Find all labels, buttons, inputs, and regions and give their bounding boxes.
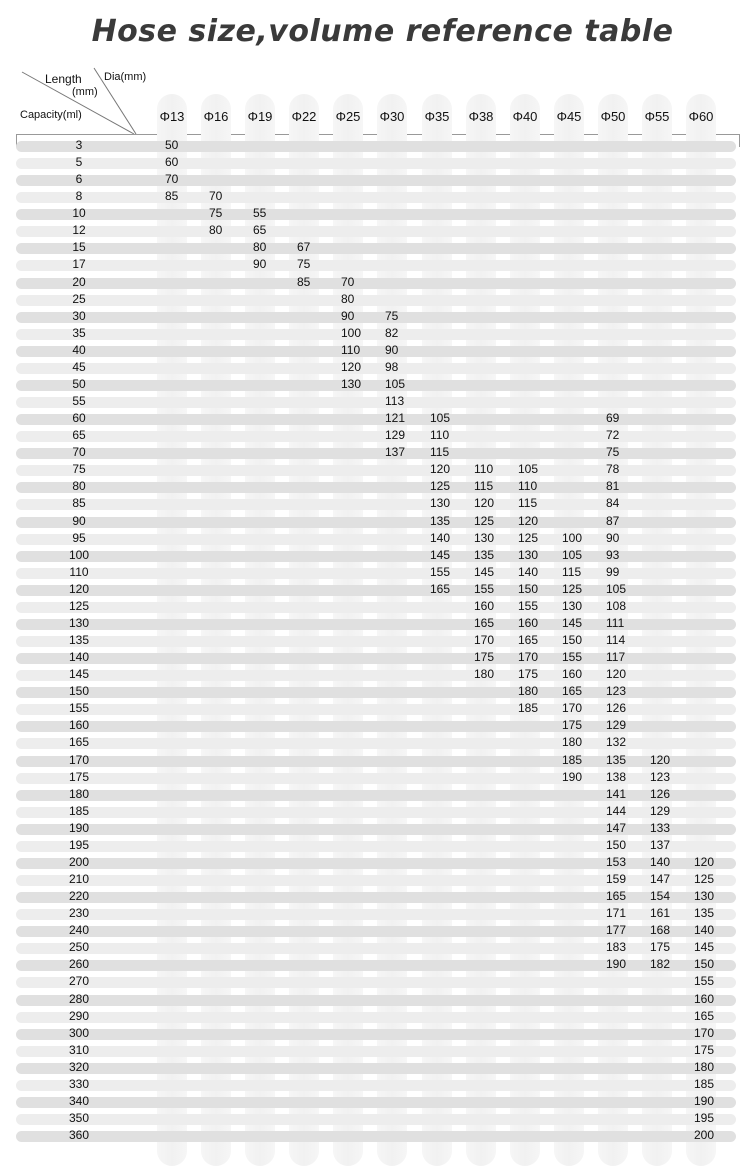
length-cell: 137 (385, 445, 406, 460)
capacity-cell: 200 (68, 854, 90, 869)
length-cell: 177 (606, 923, 627, 938)
length-cell: 108 (606, 598, 627, 613)
length-cell: 170 (562, 701, 583, 716)
row-stripe (16, 585, 736, 596)
row-stripe (16, 295, 736, 306)
length-cell: 135 (474, 547, 495, 562)
capacity-cell: 210 (68, 872, 90, 886)
length-cell: 138 (606, 769, 627, 784)
row-stripe (16, 807, 736, 818)
capacity-cell: 65 (72, 428, 86, 443)
row-stripe (16, 551, 736, 562)
length-cell: 120 (341, 359, 362, 374)
length-cell: 50 (165, 138, 179, 152)
row-stripe (16, 465, 736, 476)
length-cell: 120 (606, 667, 627, 682)
length-cell: 115 (562, 564, 582, 579)
row-stripe (16, 773, 736, 784)
capacity-cell: 230 (68, 906, 90, 921)
length-cell: 159 (606, 872, 627, 886)
length-cell: 185 (694, 1076, 715, 1091)
capacity-cell: 250 (68, 940, 90, 955)
column-header: Φ60 (688, 109, 714, 124)
length-cell: 115 (430, 445, 450, 460)
length-cell: 135 (606, 752, 627, 767)
length-unit: (mm) (72, 86, 98, 98)
length-cell: 113 (385, 394, 405, 409)
column-header: Φ40 (512, 109, 538, 124)
column-header: Φ16 (203, 109, 229, 124)
length-cell: 129 (606, 718, 627, 733)
row-stripe (16, 670, 736, 681)
length-cell: 123 (650, 769, 671, 784)
row-stripe (16, 312, 736, 323)
row-stripe (16, 329, 736, 340)
length-cell: 70 (341, 274, 355, 289)
capacity-cell: 220 (68, 889, 90, 904)
capacity-cell: 310 (68, 1042, 90, 1057)
row-stripe (16, 260, 736, 271)
length-cell: 125 (430, 479, 451, 494)
row-stripe (16, 568, 736, 579)
row-stripe (16, 926, 736, 937)
column-header: Φ35 (424, 109, 450, 124)
capacity-cell: 17 (72, 257, 86, 272)
capacity-cell: 180 (68, 786, 90, 801)
length-cell: 182 (650, 957, 671, 972)
length-cell: 70 (165, 172, 179, 187)
length-cell: 121 (385, 411, 406, 426)
length-cell: 140 (518, 564, 539, 579)
capacity-cell: 300 (68, 1025, 90, 1040)
row-stripe (16, 977, 736, 988)
row-stripe (16, 824, 736, 835)
length-cell: 80 (341, 291, 355, 306)
capacity-cell: 125 (68, 598, 90, 613)
capacity-cell: 185 (68, 803, 90, 818)
length-cell: 175 (562, 718, 583, 733)
length-cell: 130 (518, 547, 539, 562)
length-cell: 165 (430, 581, 451, 596)
length-cell: 114 (606, 633, 626, 648)
length-cell: 123 (606, 684, 627, 699)
capacity-cell: 195 (68, 837, 90, 852)
capacity-cell: 140 (68, 650, 90, 665)
capacity-cell: 45 (72, 359, 86, 374)
capacity-cell: 360 (68, 1128, 90, 1143)
length-cell: 195 (694, 1110, 715, 1125)
capacity-cell: 240 (68, 923, 90, 938)
column-header: Φ25 (335, 109, 361, 124)
row-stripe (16, 858, 736, 869)
length-cell: 100 (562, 530, 583, 545)
length-cell: 125 (694, 872, 715, 886)
length-cell: 155 (694, 974, 715, 989)
row-stripe (16, 619, 736, 630)
length-cell: 110 (474, 462, 494, 477)
capacity-cell: 110 (69, 564, 89, 579)
row-stripe (16, 1063, 736, 1074)
length-cell: 126 (650, 786, 671, 801)
length-cell: 180 (562, 735, 583, 750)
row-stripe (16, 892, 736, 903)
length-cell: 183 (606, 940, 627, 955)
column-header: Φ38 (468, 109, 494, 124)
row-stripe (16, 721, 736, 732)
capacity-cell: 155 (68, 701, 90, 716)
capacity-cell: 320 (68, 1059, 90, 1074)
length-cell: 93 (606, 547, 620, 562)
length-cell: 130 (341, 376, 362, 391)
length-cell: 160 (518, 615, 539, 630)
capacity-cell: 70 (72, 445, 86, 460)
length-cell: 85 (165, 189, 179, 204)
row-stripe (16, 158, 736, 169)
capacity-cell: 85 (72, 496, 86, 511)
length-cell: 140 (650, 854, 671, 869)
length-cell: 120 (474, 496, 495, 511)
length-cell: 111 (606, 615, 625, 630)
length-cell: 100 (341, 325, 362, 340)
length-cell: 175 (474, 650, 495, 665)
row-stripe (16, 448, 736, 459)
capacity-cell: 6 (75, 172, 83, 187)
length-cell: 190 (606, 957, 627, 972)
row-stripe (16, 653, 736, 664)
length-cell: 81 (606, 479, 620, 494)
length-cell: 165 (562, 684, 583, 699)
capacity-cell: 270 (68, 974, 90, 989)
length-cell: 125 (518, 530, 539, 545)
capacity-cell: 100 (68, 547, 90, 562)
row-stripe (16, 875, 736, 886)
length-cell: 105 (562, 547, 583, 562)
capacity-cell: 15 (72, 240, 86, 255)
length-cell: 129 (650, 803, 671, 818)
length-cell: 75 (297, 257, 311, 272)
capacity-cell: 165 (68, 735, 90, 750)
length-cell: 80 (253, 240, 267, 255)
length-cell: 160 (474, 598, 495, 613)
row-stripe (16, 431, 736, 442)
capacity-cell: 150 (68, 684, 90, 699)
column-header: Φ50 (600, 109, 626, 124)
row-stripe (16, 756, 736, 767)
row-stripe (16, 1080, 736, 1091)
length-cell: 110 (341, 342, 361, 357)
length-cell: 120 (650, 752, 671, 767)
length-cell: 175 (650, 940, 671, 955)
row-stripe (16, 960, 736, 971)
capacity-cell: 160 (68, 718, 90, 733)
capacity-cell: 135 (68, 633, 90, 648)
length-cell: 90 (385, 342, 399, 357)
capacity-cell: 60 (72, 411, 86, 426)
capacity-cell: 55 (72, 394, 86, 409)
row-stripe (16, 943, 736, 954)
row-stripe (16, 499, 736, 510)
length-cell: 200 (694, 1128, 715, 1143)
row-stripe (16, 1097, 736, 1108)
row-stripe (16, 1046, 736, 1057)
capacity-label: Capacity(ml) (20, 109, 82, 121)
length-cell: 120 (518, 513, 539, 528)
capacity-cell: 330 (68, 1076, 90, 1091)
column-header: Φ22 (291, 109, 317, 124)
length-cell: 126 (606, 701, 627, 716)
length-cell: 141 (606, 786, 627, 801)
length-cell: 155 (518, 598, 539, 613)
length-cell: 84 (606, 496, 620, 511)
length-cell: 155 (430, 564, 451, 579)
capacity-cell: 260 (68, 957, 90, 972)
row-stripe (16, 414, 736, 425)
capacity-cell: 5 (75, 155, 83, 170)
capacity-cell: 190 (68, 820, 90, 835)
length-cell: 147 (650, 872, 671, 886)
row-stripe (16, 278, 736, 289)
length-cell: 190 (562, 769, 583, 784)
capacity-cell: 30 (72, 308, 86, 323)
capacity-cell: 280 (68, 991, 90, 1006)
length-cell: 98 (385, 359, 399, 374)
length-cell: 129 (385, 428, 406, 443)
capacity-cell: 20 (72, 274, 86, 289)
length-cell: 160 (694, 991, 715, 1006)
length-cell: 145 (430, 547, 451, 562)
length-cell: 110 (430, 428, 450, 443)
length-cell: 165 (474, 615, 495, 630)
length-cell: 153 (606, 854, 627, 869)
length-cell: 161 (650, 906, 671, 921)
capacity-cell: 75 (72, 462, 86, 477)
dia-label: Dia(mm) (104, 71, 147, 83)
table-corner-header (16, 64, 146, 136)
row-stripe (16, 363, 736, 374)
length-cell: 115 (518, 496, 538, 511)
length-cell: 115 (474, 479, 494, 494)
length-cell: 87 (606, 513, 620, 528)
length-cell: 120 (430, 462, 451, 477)
capacity-cell: 120 (68, 581, 90, 596)
length-cell: 155 (562, 650, 583, 665)
length-cell: 75 (385, 308, 399, 323)
row-stripe (16, 1029, 736, 1040)
capacity-cell: 40 (72, 342, 86, 357)
length-cell: 160 (562, 667, 583, 682)
length-cell: 135 (694, 906, 715, 921)
length-cell: 155 (474, 581, 495, 596)
length-cell: 175 (518, 667, 539, 682)
length-cell: 90 (606, 530, 620, 545)
length-cell: 140 (694, 923, 715, 938)
row-stripe (16, 687, 736, 698)
column-header: Φ55 (644, 109, 670, 124)
length-cell: 180 (518, 684, 539, 699)
length-cell: 99 (606, 564, 620, 579)
length-cell: 140 (430, 530, 451, 545)
length-cell: 125 (474, 513, 495, 528)
row-stripe (16, 1131, 736, 1142)
length-cell: 180 (694, 1059, 715, 1074)
column-header: Φ45 (556, 109, 582, 124)
capacity-cell: 8 (75, 189, 83, 204)
length-cell: 135 (430, 513, 451, 528)
row-stripe (16, 192, 736, 203)
length-cell: 105 (430, 411, 451, 426)
length-cell: 130 (474, 530, 495, 545)
length-cell: 180 (474, 667, 495, 682)
row-stripe (16, 995, 736, 1006)
length-cell: 117 (606, 650, 626, 665)
capacity-cell: 175 (68, 769, 90, 784)
capacity-cell: 90 (72, 513, 86, 528)
page-title: Hose size,volume reference table (91, 14, 674, 49)
length-cell: 105 (606, 581, 627, 596)
row-stripe (16, 1012, 736, 1023)
length-cell: 60 (165, 155, 179, 170)
length-cell: 137 (650, 837, 671, 852)
length-cell: 69 (606, 411, 620, 426)
length-cell: 110 (518, 479, 538, 494)
length-cell: 185 (562, 752, 583, 767)
length-cell: 120 (694, 854, 715, 869)
length-cell: 170 (518, 650, 539, 665)
capacity-cell: 340 (68, 1093, 90, 1108)
capacity-cell: 290 (68, 1008, 90, 1023)
column-header: Φ13 (159, 109, 185, 124)
capacity-cell: 145 (68, 667, 90, 682)
length-cell: 145 (694, 940, 715, 955)
row-stripe (16, 636, 736, 647)
length-cell: 171 (606, 906, 627, 921)
length-cell: 145 (562, 615, 583, 630)
capacity-cell: 25 (72, 291, 86, 306)
capacity-cell: 170 (68, 752, 90, 767)
column-header: Φ19 (247, 109, 273, 124)
row-stripe (16, 1114, 736, 1125)
row-stripe (16, 841, 736, 852)
length-cell: 132 (606, 735, 627, 750)
length-cell: 55 (253, 206, 267, 221)
capacity-cell: 50 (72, 376, 86, 391)
row-stripe (16, 738, 736, 749)
length-cell: 165 (694, 1008, 715, 1023)
row-stripe (16, 704, 736, 715)
length-cell: 145 (474, 564, 495, 579)
length-cell: 82 (385, 325, 399, 340)
length-cell: 105 (518, 462, 539, 477)
length-cell: 75 (606, 445, 620, 460)
length-cell: 150 (562, 633, 583, 648)
length-cell: 170 (474, 633, 495, 648)
length-cell: 150 (606, 837, 627, 852)
length-cell: 67 (297, 240, 311, 255)
row-stripe (16, 226, 736, 237)
row-stripe (16, 790, 736, 801)
length-cell: 90 (253, 257, 267, 272)
row-stripe (16, 602, 736, 613)
capacity-cell: 35 (72, 325, 86, 340)
row-stripe (16, 534, 736, 545)
length-cell: 75 (209, 206, 223, 221)
length-cell: 190 (694, 1093, 715, 1108)
capacity-cell: 80 (72, 479, 86, 494)
length-cell: 72 (606, 428, 620, 443)
row-stripe (16, 209, 736, 220)
length-cell: 150 (694, 957, 715, 972)
length-cell: 154 (650, 889, 671, 904)
length-cell: 65 (253, 223, 267, 238)
row-stripe (16, 243, 736, 254)
row-stripe (16, 175, 736, 186)
row-stripe (16, 397, 736, 408)
capacity-cell: 130 (68, 615, 90, 630)
length-cell: 80 (209, 223, 223, 238)
length-cell: 130 (430, 496, 451, 511)
length-cell: 185 (518, 701, 539, 716)
length-cell: 175 (694, 1042, 715, 1057)
row-stripe (16, 141, 736, 152)
length-cell: 125 (562, 581, 583, 596)
length-cell: 130 (562, 598, 583, 613)
row-stripe (16, 482, 736, 493)
length-cell: 85 (297, 274, 311, 289)
row-stripe (16, 380, 736, 391)
capacity-cell: 350 (68, 1110, 90, 1125)
length-cell: 150 (518, 581, 539, 596)
length-cell: 144 (606, 803, 627, 818)
row-stripe (16, 909, 736, 920)
length-cell: 133 (650, 820, 671, 835)
capacity-cell: 12 (72, 223, 86, 238)
capacity-cell: 95 (72, 530, 86, 545)
length-cell: 165 (606, 889, 627, 904)
length-cell: 70 (209, 189, 223, 204)
length-cell: 78 (606, 462, 620, 477)
row-stripe (16, 346, 736, 357)
length-cell: 170 (694, 1025, 715, 1040)
length-cell: 168 (650, 923, 671, 938)
length-cell: 105 (385, 376, 406, 391)
capacity-cell: 3 (75, 138, 83, 152)
length-cell: 130 (694, 889, 715, 904)
column-header: Φ30 (379, 109, 405, 124)
length-label: Length (45, 72, 82, 86)
length-cell: 147 (606, 820, 627, 835)
length-cell: 165 (518, 633, 539, 648)
row-stripe (16, 517, 736, 528)
capacity-cell: 10 (72, 206, 86, 221)
length-cell: 90 (341, 308, 355, 323)
